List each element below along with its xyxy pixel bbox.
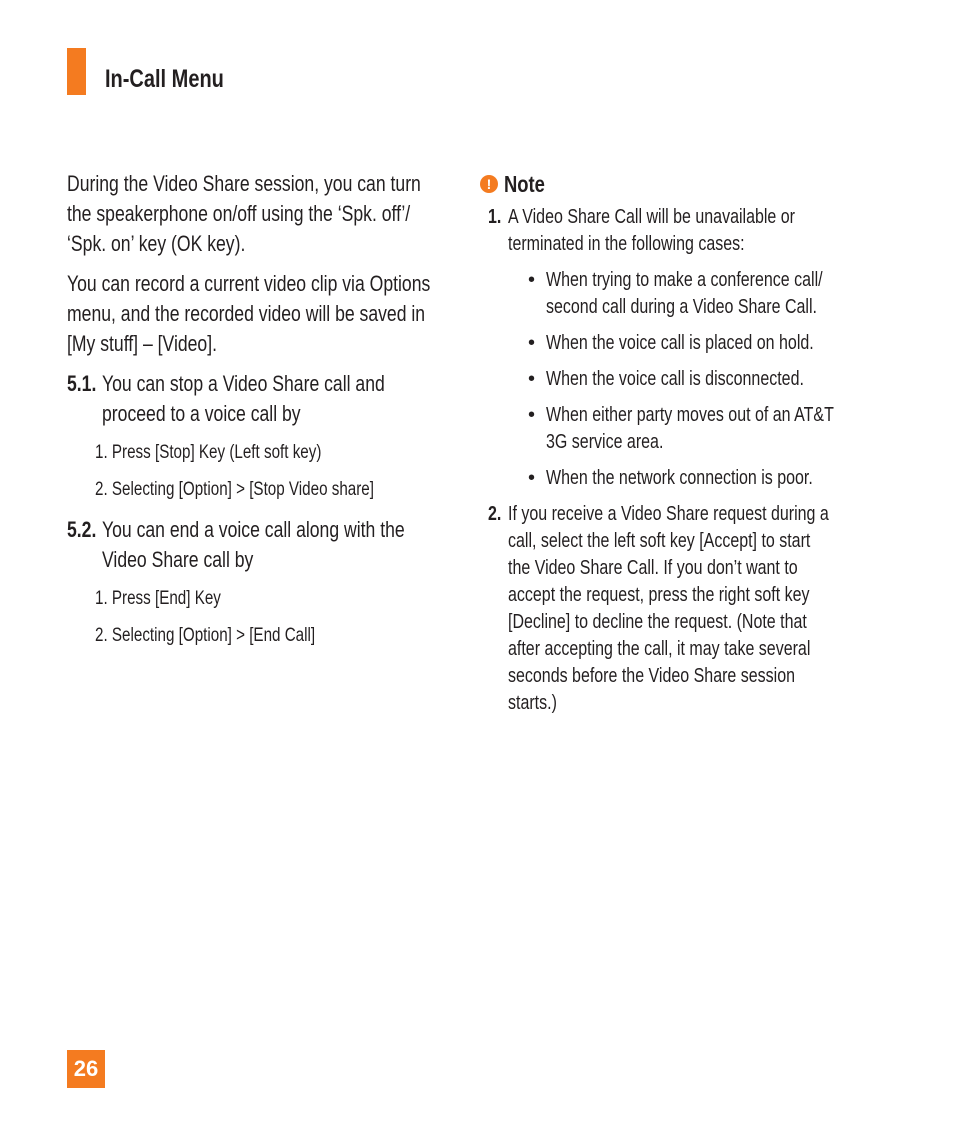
step-sublist bbox=[95, 587, 467, 648]
note-number: 2. bbox=[488, 503, 502, 525]
step-number: 5.1. bbox=[67, 371, 97, 396]
list-item: • When the network connection is poor. bbox=[528, 465, 880, 492]
page-number: 26 bbox=[67, 1050, 105, 1088]
exclamation-icon: ! bbox=[480, 175, 498, 193]
note-header bbox=[480, 170, 880, 198]
note-box bbox=[480, 170, 880, 717]
bullet-icon: • bbox=[528, 332, 536, 354]
bullet-icon: • bbox=[528, 368, 536, 390]
list-item: 1. Press [End] Key bbox=[95, 588, 221, 609]
list-item: 1. Press [Stop] Key (Left soft key) bbox=[95, 442, 322, 463]
step-5-2: 5.2. You can end a voice call along with the Video Share call by 1. Press [End] Key 2. Selecting [Option] > [End Call] bbox=[67, 515, 467, 648]
note-item-1: 1. A Video Share Call will be unavailable or terminated in the following cases: • When trying to make a conference call/ second call during a Video Share Call. • When the voice call is placed on hold. • When the voice call is disconnected. • When either party moves out of an AT&T 3G service area. • When the network connection is poor. bbox=[488, 204, 880, 492]
page-title: In-Call Menu bbox=[105, 65, 224, 93]
list-item: • When trying to make a conference call/ second call during a Video Share Call. bbox=[528, 269, 823, 318]
note-item-2: 2. If you receive a Video Share request during a call, select the left soft key [Accept] to start the Video Share Call. If you don’t want to accept the request, press the right soft key [Decline] to decline the request. (Note that after accepting the call, it may take several seconds before the Video Share session starts.) bbox=[488, 503, 829, 714]
list-item: 2. Selecting [Option] > [Stop Video share] bbox=[95, 479, 374, 500]
list-item: 2. Selecting [Option] > [End Call] bbox=[95, 625, 316, 646]
step-sublist bbox=[95, 441, 467, 502]
header-accent-bar bbox=[67, 48, 86, 95]
list-item: • When the voice call is disconnected. bbox=[528, 366, 880, 393]
bullet-icon: • bbox=[528, 404, 536, 426]
note-title: Note bbox=[504, 170, 545, 197]
paragraph: During the Video Share session, you can turn the speakerphone on/off using the ‘Spk. off’/ ‘Spk. on’ key (OK key). bbox=[67, 171, 421, 256]
step-number: 5.2. bbox=[67, 517, 97, 542]
bullet-list bbox=[528, 267, 880, 492]
note-number: 1. bbox=[488, 206, 502, 228]
paragraph: You can record a current video clip via Options menu, and the recorded video will be saved in [My stuff] – [Video]. bbox=[67, 271, 431, 356]
bullet-icon: • bbox=[528, 467, 536, 489]
list-item: • When either party moves out of an AT&T 3G service area. bbox=[528, 404, 834, 453]
step-5-1: 5.1. You can stop a Video Share call and proceed to a voice call by 1. Press [Stop] Key (Left soft key) 2. Selecting [Option] > [Stop Video share] bbox=[67, 369, 467, 502]
list-item: • When the voice call is placed on hold. bbox=[528, 330, 880, 357]
bullet-icon: • bbox=[528, 269, 536, 291]
left-column bbox=[67, 169, 467, 661]
